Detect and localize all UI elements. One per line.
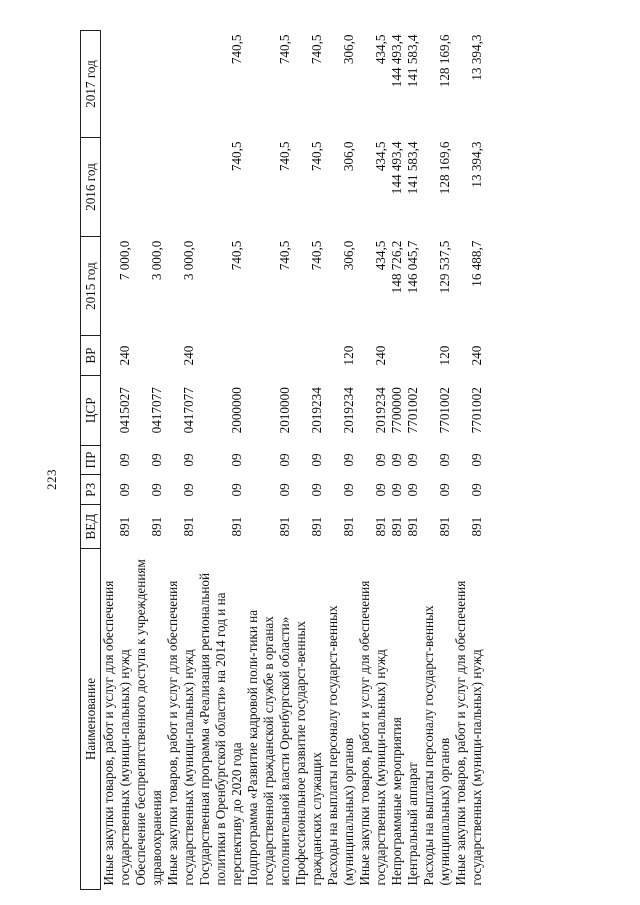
cell-pr: 09: [277, 453, 292, 467]
cell-pr: 09: [309, 453, 324, 467]
cell-2015: 148 726,2: [389, 240, 404, 294]
cell-name: Профессиональное развитие государст-венных гражданских служащих: [293, 621, 324, 886]
cell-vr: [293, 336, 325, 376]
cell-csr: 2010000: [277, 387, 292, 434]
cell-vr: 240: [181, 345, 196, 366]
cell-2017: 13 394,3: [469, 34, 484, 81]
header-2015: 2015 год: [81, 237, 101, 336]
cell-pr: 09: [149, 453, 164, 467]
cell-csr: 7701002: [469, 387, 484, 434]
header-2016: 2016 год: [81, 137, 101, 236]
cell-2015: 129 537,5: [437, 240, 452, 294]
cell-name: Иные закупки товаров, работ и услуг для обеспечения государственных (муници-пальных) нужд: [165, 580, 196, 886]
cell-csr: 2000000: [229, 387, 244, 434]
cell-2016: 306,0: [341, 141, 356, 172]
cell-name: Подпрограмма «Развитие кадровой поли-тики на государственной гражданской службе в органах исполнительной власти Оренбургской области»: [245, 609, 292, 886]
cell-pr: 09: [341, 453, 356, 467]
header-vr: ВР: [81, 336, 101, 376]
cell-2015: 7 000,0: [117, 240, 132, 281]
cell-ved: 891: [389, 516, 404, 537]
cell-name: Центральный аппарат: [405, 762, 420, 886]
cell-2015: 3 000,0: [149, 240, 164, 281]
cell-pr: 09: [181, 453, 196, 467]
table-row: [197, 31, 245, 890]
cell-2016: 740,5: [229, 141, 244, 172]
cell-2015: 3 000,0: [181, 240, 196, 281]
cell-ved: 891: [149, 516, 164, 537]
cell-csr: 2019234: [373, 387, 388, 434]
cell-rz: 09: [341, 483, 356, 497]
cell-2017: 306,0: [341, 34, 356, 65]
cell-csr: 2019234: [309, 387, 324, 434]
cell-pr: 09: [469, 453, 484, 467]
cell-name: Обеспечение беспрепятственного доступа к учреждениям здравоохранения: [133, 559, 164, 886]
cell-vr: [389, 336, 405, 376]
cell-name: Иные закупки товаров, работ и услуг для обеспечения государственных (муници-пальных) нужд: [357, 580, 388, 886]
cell-2016: [133, 137, 165, 236]
cell-rz: 09: [389, 483, 404, 497]
cell-2016: 144 493,4: [389, 141, 404, 195]
cell-2016: 13 394,3: [469, 141, 484, 188]
page-number: 223: [44, 469, 59, 490]
cell-rz: 09: [149, 483, 164, 497]
cell-2017: 740,5: [229, 34, 244, 65]
table-row: [389, 31, 405, 890]
cell-csr: 0415027: [117, 387, 132, 434]
cell-pr: 09: [437, 453, 452, 467]
cell-pr: 09: [373, 453, 388, 467]
cell-name: Непрограммные мероприятия: [389, 717, 404, 886]
table-row: [421, 31, 453, 890]
cell-ved: 891: [309, 516, 324, 537]
cell-vr: 240: [469, 345, 484, 366]
cell-rz: 09: [229, 483, 244, 497]
cell-2015: 740,5: [309, 240, 324, 271]
header-name: Наименование: [81, 549, 101, 890]
table-row: [245, 31, 293, 890]
table-row: [357, 31, 389, 890]
table-row: [133, 31, 165, 890]
header-csr: ЦСР: [81, 375, 101, 445]
table-row: [453, 31, 485, 890]
cell-2017: 740,5: [277, 34, 292, 65]
cell-name: Расходы на выплаты персоналу государст-венных (муниципальных) органов: [325, 605, 356, 886]
cell-2016: 141 583,4: [405, 141, 420, 195]
table-header-row: [81, 31, 101, 890]
cell-rz: 09: [117, 483, 132, 497]
cell-2017: 144 493,4: [389, 34, 404, 88]
cell-rz: 09: [469, 483, 484, 497]
cell-vr: 240: [373, 345, 388, 366]
header-rz: РЗ: [81, 475, 101, 505]
cell-pr: 09: [389, 453, 404, 467]
cell-rz: 09: [309, 483, 324, 497]
cell-2016: 740,5: [309, 141, 324, 172]
rotated-content: [44, 30, 600, 890]
cell-csr: 2019234: [341, 387, 356, 434]
header-ved: ВЕД: [81, 505, 101, 549]
cell-vr: [133, 336, 165, 376]
cell-2015: 740,5: [277, 240, 292, 271]
cell-ved: 891: [437, 516, 452, 537]
cell-name: Иные закупки товаров, работ и услуг для обеспечения государственных (муници-пальных) нужд: [101, 580, 132, 886]
cell-rz: 09: [405, 483, 420, 497]
cell-ved: 891: [277, 516, 292, 537]
cell-rz: 09: [437, 483, 452, 497]
cell-2015: 740,5: [229, 240, 244, 271]
table-row: [101, 31, 134, 890]
cell-pr: 09: [405, 453, 420, 467]
cell-name: Расходы на выплаты персоналу государст-венных (муниципальных) органов: [421, 605, 452, 886]
cell-vr: 120: [341, 345, 356, 366]
header-pr: ПР: [81, 445, 101, 475]
cell-2017: 128 169,6: [437, 34, 452, 88]
cell-vr: 240: [117, 345, 132, 366]
cell-ved: 891: [341, 516, 356, 537]
cell-2016: 128 169,6: [437, 141, 452, 195]
cell-csr: 0417077: [181, 387, 196, 434]
cell-2017: 141 583,4: [405, 34, 420, 88]
cell-name: Государственная программа «Реализация региональной политики в Оренбургской области» на 2014 год и на перспективу до 2020 года: [197, 572, 244, 886]
cell-ved: 891: [469, 516, 484, 537]
cell-2017: [133, 31, 165, 138]
header-2017: 2017 год: [81, 31, 101, 138]
cell-pr: 09: [117, 453, 132, 467]
cell-ved: 891: [373, 516, 388, 537]
cell-vr: 120: [437, 345, 452, 366]
cell-name: Иные закупки товаров, работ и услуг для обеспечения государственных (муници-пальных) нужд: [453, 580, 484, 886]
table-row: [165, 31, 197, 890]
cell-vr: [405, 336, 421, 376]
cell-ved: 891: [405, 516, 420, 537]
cell-rz: 09: [181, 483, 196, 497]
cell-csr: 7701002: [437, 387, 452, 434]
cell-csr: 7701002: [405, 387, 420, 434]
cell-rz: 09: [373, 483, 388, 497]
cell-2015: 434,5: [373, 240, 388, 271]
cell-csr: 0417077: [149, 387, 164, 434]
cell-2017: [101, 31, 134, 138]
cell-2017: 740,5: [309, 34, 324, 65]
cell-2015: 146 045,7: [405, 240, 420, 294]
cell-ved: 891: [117, 516, 132, 537]
budget-table: [80, 30, 485, 890]
cell-rz: 09: [277, 483, 292, 497]
cell-ved: 891: [181, 516, 196, 537]
cell-2017: [165, 31, 197, 138]
table-row: [405, 31, 421, 890]
table-row: [325, 31, 357, 890]
cell-2016: [165, 137, 197, 236]
cell-vr: [197, 336, 245, 376]
table-row: [293, 31, 325, 890]
cell-ved: 891: [229, 516, 244, 537]
cell-vr: [245, 336, 293, 376]
cell-csr: 7700000: [389, 387, 404, 434]
cell-2016: 434,5: [373, 141, 388, 172]
cell-2015: 16 488,7: [469, 240, 484, 287]
cell-2016: 740,5: [277, 141, 292, 172]
cell-2017: 434,5: [373, 34, 388, 65]
cell-pr: 09: [229, 453, 244, 467]
cell-2016: [101, 137, 134, 236]
cell-2015: 306,0: [341, 240, 356, 271]
